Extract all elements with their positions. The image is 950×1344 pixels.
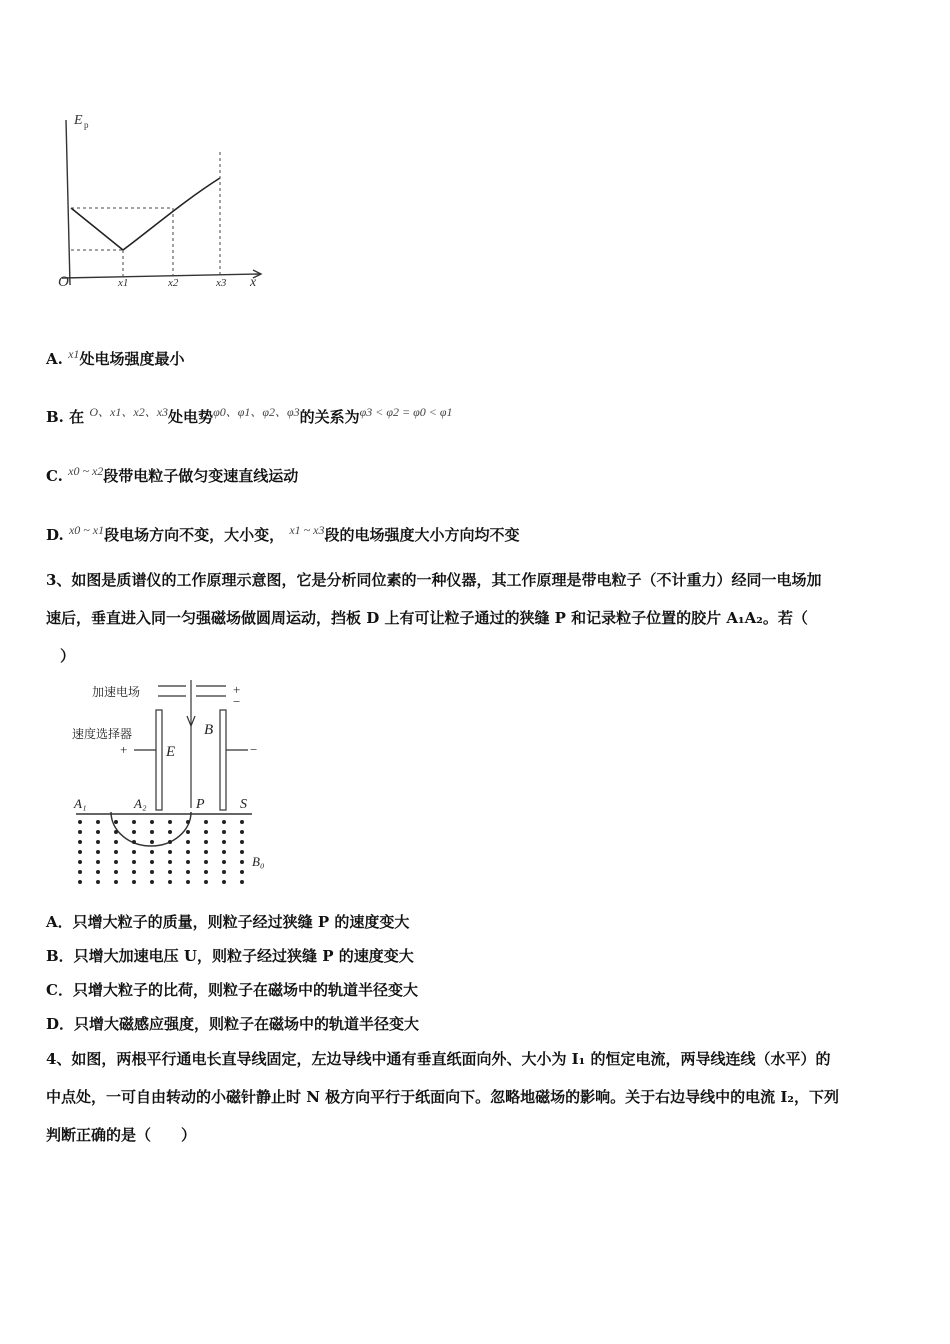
field-dot [78, 840, 82, 844]
label-A2: A₂ [134, 796, 147, 811]
q3-option-c[interactable]: C．只增大粒子的比荷，则粒子在磁场中的轨道半径变大 [46, 981, 418, 999]
q3-line-1: 3、如图是质谱仪的工作原理示意图，它是分析同位素的一种仪器，其工作原理是带电粒子（不计重力）经同一电场加 [46, 571, 822, 589]
field-dot [240, 850, 244, 854]
field-dot [96, 830, 100, 834]
field-dot [240, 830, 244, 834]
field-dot [204, 820, 208, 824]
y-axis [66, 120, 70, 285]
plus-left: + [120, 742, 128, 757]
label-B0: B₀ [252, 854, 265, 869]
field-dot [186, 870, 190, 874]
field-dot [96, 860, 100, 864]
q3-line-3: ） [60, 647, 76, 665]
field-dot [204, 860, 208, 864]
q3-line-2: 速后，垂直进入同一匀强磁场做圆周运动，挡板 D 上有可让粒子通过的狭缝 P 和记录粒子位置的胶片 A₁A₂。若（ [46, 609, 808, 627]
tick-x1: x1 [118, 277, 129, 289]
origin-label: O [58, 274, 69, 290]
field-dot [132, 870, 136, 874]
field-dot [222, 880, 226, 884]
field-dot [150, 850, 154, 854]
field-dot [186, 820, 190, 824]
tick-x2: x2 [168, 277, 179, 289]
x-axis [62, 274, 260, 278]
field-dot [222, 860, 226, 864]
field-dot [78, 880, 82, 884]
label-P: P [196, 797, 205, 812]
field-dot [96, 840, 100, 844]
field-dot [150, 880, 154, 884]
field-dot [78, 850, 82, 854]
field-dot [186, 840, 190, 844]
q4-line-2: 中点处，一可自由转动的小磁针静止时 N 极方向平行于纸面向下。忽略地磁场的影响。关于右边导线中的电流 I₂，下列 [46, 1088, 839, 1106]
field-dot [132, 860, 136, 864]
field-dot [150, 820, 154, 824]
plus-top: + [233, 682, 241, 697]
field-dot [240, 880, 244, 884]
field-dot [186, 880, 190, 884]
field-dot [222, 830, 226, 834]
field-dot [114, 820, 118, 824]
field-dot [204, 850, 208, 854]
q2-option-d[interactable]: D. $^{x0 \sim x1}$段电场方向不变，大小变， $^{x1 \sim x3}$段的电场强度大小方向均不变 [46, 523, 520, 544]
field-dot [114, 840, 118, 844]
q3-options [46, 905, 419, 1041]
y-axis-label: E [74, 113, 83, 128]
label-B: B [204, 722, 214, 738]
field-dot [132, 850, 136, 854]
field-dot [204, 840, 208, 844]
field-dot [168, 870, 172, 874]
field-dot [96, 880, 100, 884]
q3-stem [46, 561, 916, 675]
q3-option-d[interactable]: D．只增大磁感应强度，则粒子在磁场中的轨道半径变大 [46, 1015, 420, 1033]
field-dot [240, 870, 244, 874]
field-dot [96, 820, 100, 824]
field-dot [168, 850, 172, 854]
y-axis-sub: p [84, 120, 89, 130]
field-dot [204, 830, 208, 834]
field-dot [168, 830, 172, 834]
field-dot [240, 840, 244, 844]
q4-line-3: 判断正确的是（ ） [46, 1126, 197, 1144]
field-dot [114, 850, 118, 854]
accel-field-label: 加速电场 [92, 685, 141, 699]
field-dot [78, 860, 82, 864]
field-dot [186, 830, 190, 834]
field-dot [132, 840, 136, 844]
field-dot [114, 880, 118, 884]
field-dot [168, 860, 172, 864]
q2-option-b[interactable]: B. 在 $^{O、x1、x2、x3}$处电势$^{\varphi 0、\varphi 1、\varphi 2、\varphi 3}$的关系为$^{\varphi 3 < \varphi 2 = \varphi 0 < \varphi 1}$ [46, 405, 453, 426]
field-dot [78, 870, 82, 874]
field-dot [204, 880, 208, 884]
field-dot [150, 870, 154, 874]
minus-top: − [233, 694, 241, 709]
field-dot [186, 860, 190, 864]
mass-spectrometer-figure [66, 676, 276, 888]
q4-stem [46, 1040, 916, 1154]
q2-option-a[interactable]: A. $^{x1}$处电场强度最小 [46, 347, 185, 368]
q4-line-1: 4、如图，两根平行通电长直导线固定，左边导线中通有垂直纸面向外、大小为 I₁ 的恒定电流，两导线连线（水平）的 [46, 1050, 831, 1068]
field-dot [150, 860, 154, 864]
field-dot [96, 850, 100, 854]
field-dot [168, 820, 172, 824]
field-dot [114, 860, 118, 864]
ep-graph [50, 100, 280, 300]
ep-curve [71, 178, 220, 250]
field-dot [168, 840, 172, 844]
field-dot [186, 850, 190, 854]
field-dot [204, 870, 208, 874]
field-dot [132, 820, 136, 824]
field-dot [96, 870, 100, 874]
selector-label: 速度选择器 [72, 727, 133, 741]
field-dot [114, 870, 118, 874]
field-dot [222, 870, 226, 874]
q2-option-c[interactable]: C. $^{x0 \sim x2}$段带电粒子做匀变速直线运动 [46, 464, 299, 485]
field-dot [150, 830, 154, 834]
field-dot [132, 830, 136, 834]
field-dot [78, 830, 82, 834]
field-dot [222, 820, 226, 824]
field-dot [132, 880, 136, 884]
label-A1: A₁ [74, 796, 87, 811]
field-dot [240, 860, 244, 864]
x-axis-label: x [250, 275, 257, 290]
field-dot [114, 830, 118, 834]
tick-x3: x3 [216, 277, 227, 289]
field-dot [150, 840, 154, 844]
q3-option-a[interactable]: A．只增大粒子的质量，则粒子经过狭缝 P 的速度变大 [46, 913, 410, 931]
field-dot [78, 820, 82, 824]
field-dot [240, 820, 244, 824]
label-E: E [166, 744, 176, 760]
minus-right: − [250, 742, 258, 757]
field-dot [222, 850, 226, 854]
field-dot [168, 880, 172, 884]
label-S: S [240, 797, 247, 812]
field-dot [222, 840, 226, 844]
q3-option-b[interactable]: B．只增大加速电压 U，则粒子经过狭缝 P 的速度变大 [46, 947, 414, 965]
